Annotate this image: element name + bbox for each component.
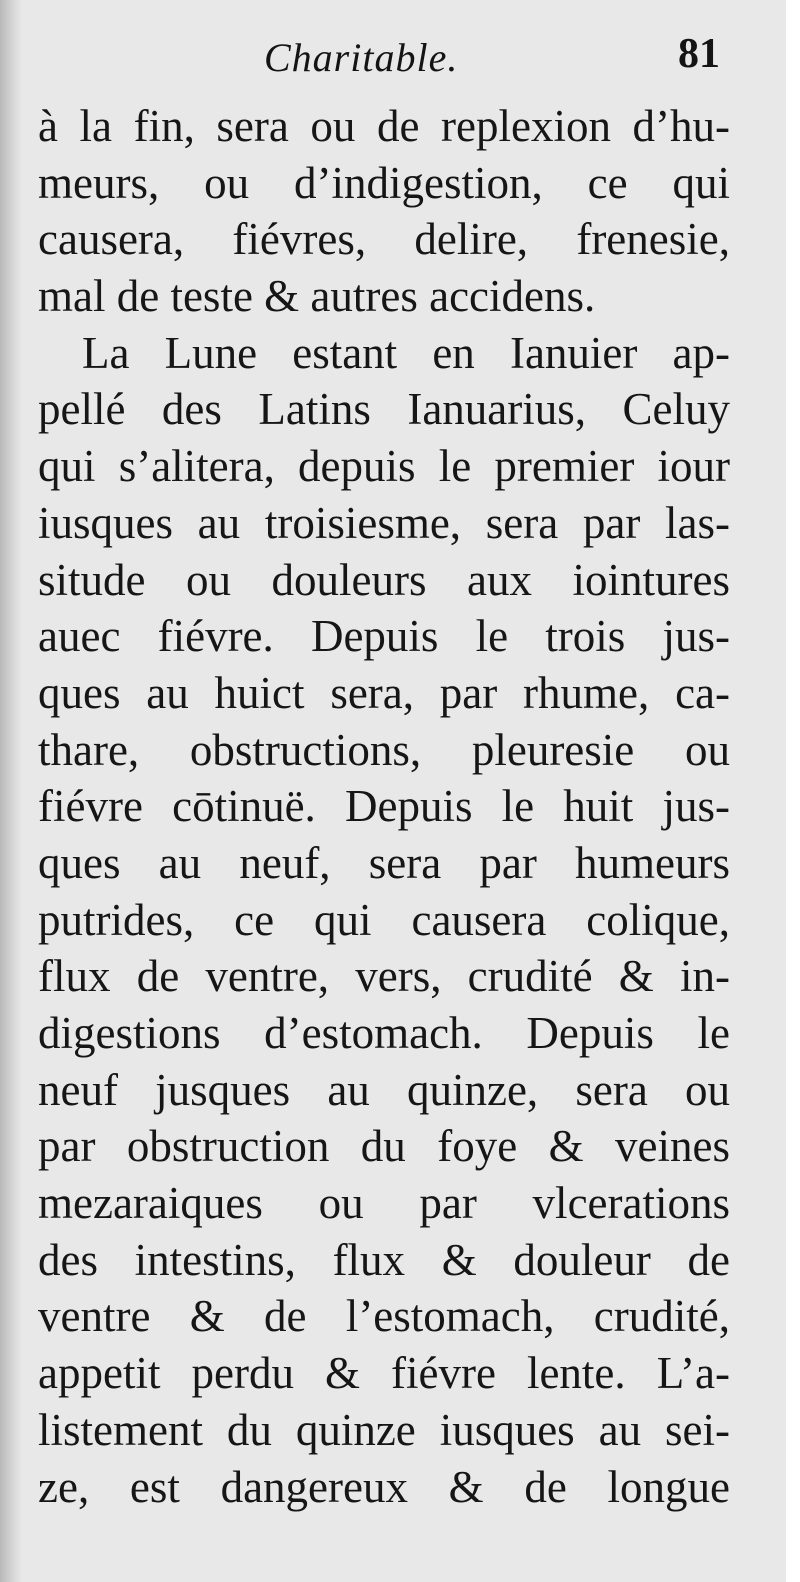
text-line: flux de ventre, vers, crudité & in- [38, 951, 730, 1002]
text-line: putrides, ce qui causera colique, [38, 894, 730, 945]
page-right-margin [786, 0, 800, 1582]
text-line: pellé des Latins Ianuarius, Celuy [38, 384, 730, 435]
text-line: mezaraiques ou par vlcerations [38, 1178, 730, 1229]
text-line: mal de teste & autres accidens. [38, 271, 596, 322]
text-line: ques au neuf, sera par humeurs [38, 837, 730, 888]
text-line: appetit perdu & fiévre lente. L’a- [38, 1348, 730, 1399]
text-line: fiévre cōtinuë. Depuis le huit jus- [38, 781, 730, 832]
page-header [0, 28, 800, 88]
text-line: meurs, ou d’indigestion, ce qui [38, 157, 730, 208]
text-line: ventre & de l’estomach, crudité, [38, 1291, 730, 1342]
text-line: ques au huict sera, par rhume, ca- [38, 667, 730, 718]
text-line: qui s’alitera, depuis le premier iour [38, 441, 730, 492]
text-line: iusques au troisiesme, sera par las- [38, 497, 730, 548]
text-line: listement du quinze iusques au sei- [38, 1404, 730, 1455]
body-text [38, 98, 730, 1515]
text-line: auec fiévre. Depuis le trois jus- [38, 611, 730, 662]
text-line: causera, fiévres, delire, frenesie, [38, 214, 730, 265]
text-line: neuf jusques au quinze, sera ou [38, 1064, 730, 1115]
text-line: ze, est dangereux & de longue [38, 1461, 730, 1512]
binding-gutter [0, 0, 22, 1582]
text-line: digestions d’estomach. Depuis le [38, 1008, 730, 1058]
page-number: 81 [678, 31, 720, 77]
text-line: par obstruction du foye & veines [38, 1121, 730, 1172]
text-line: thare, obstructions, pleuresie ou [38, 724, 730, 775]
text-line: situde ou douleurs aux iointures [38, 554, 730, 605]
text-line: des intestins, flux & douleur de [38, 1234, 730, 1285]
paragraph-first-line: La Lune estant en Ianuier ap- [82, 327, 730, 378]
text-line: à la fin, sera ou de replexion d’hu- [38, 101, 730, 151]
running-head: Charitable. [264, 35, 459, 80]
